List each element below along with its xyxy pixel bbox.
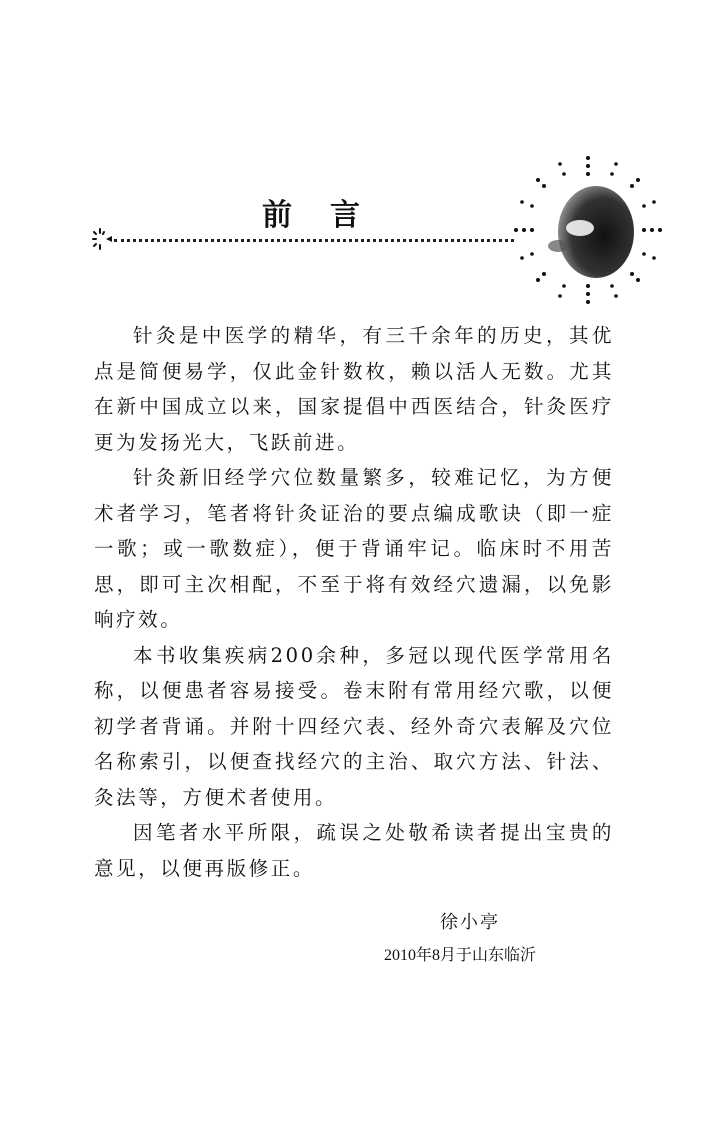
paragraph: 针灸是中医学的精华，有三千余年的历史，其优点是简便易学，仅此金针数枚，赖以活人无数。尤其在新中国成立以来，国家提倡中西医结合，针灸医疗更为发扬光大，飞跃前进。 [94, 324, 614, 454]
paragraph: 针灸新旧经学穴位数量繁多，较难记忆，为方便术者学习，笔者将针灸证治的要点编成歌诀（即一症一歌；或一歌数症），便于背诵牢记。临床时不用苦思，即可主次相配，不至于将有效经穴遗漏，以免影响疗效。 [94, 466, 614, 631]
header-rule [92, 228, 522, 250]
page-title: 前言 [262, 198, 398, 233]
author-signature: 徐小亭 [440, 912, 500, 933]
date-place: 2010年8月于山东临沂 [384, 947, 537, 964]
paragraph: 因笔者水平所限，疏误之处敬希读者提出宝贵的意见，以便再版修正。 [94, 821, 614, 880]
sparkle-icon [92, 228, 114, 250]
dotted-rule [114, 239, 514, 242]
sun-burst-icon [508, 150, 668, 310]
paragraph: 本书收集疾病200余种，多冠以现代医学常用名称，以便患者容易接受。卷末附有常用经穴歌，以便初学者背诵。并附十四经穴表、经外奇穴表解及穴位名称索引，以便查找经穴的主治、取穴方法、针法、灸法等，方便术者使用。 [94, 643, 614, 809]
preface-body [94, 318, 614, 886]
